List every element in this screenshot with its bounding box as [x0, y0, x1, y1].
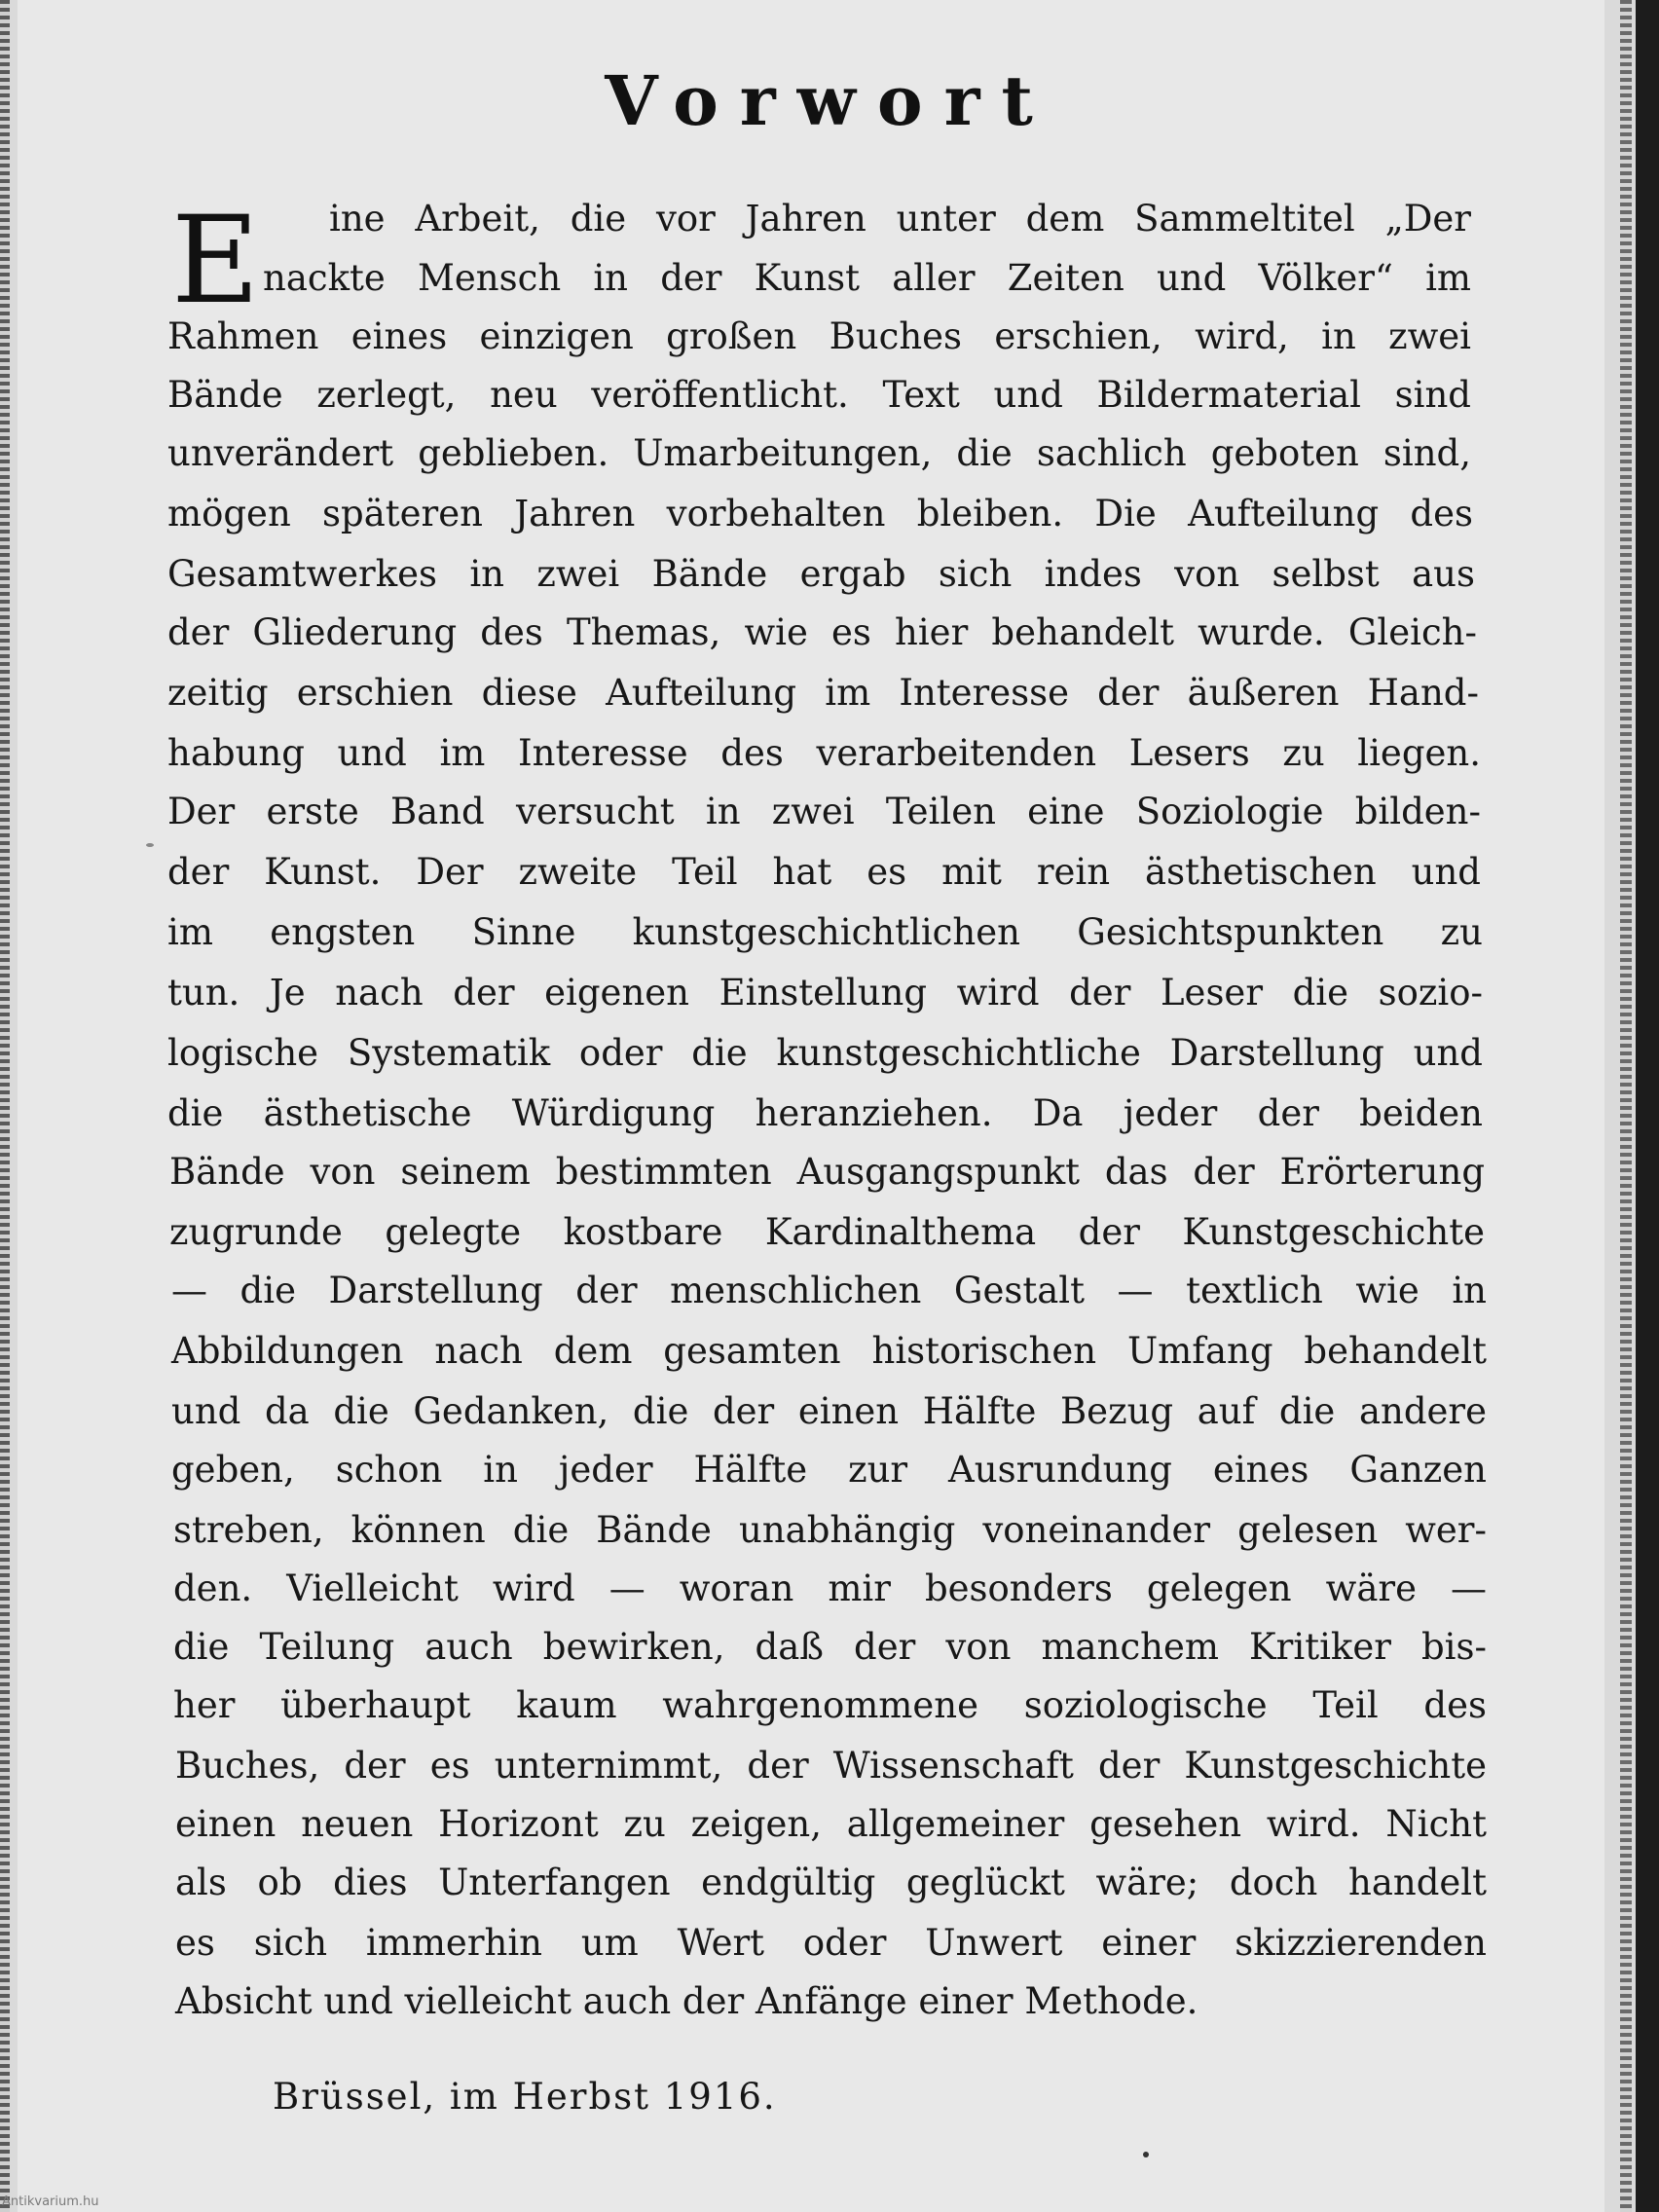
text-line: Bände zerlegt, neu veröffentlicht. Text und Bildermaterial sind — [167, 374, 1471, 416]
text-line: den. Vielleicht wird — woran mir besonders gelegen wäre — — [173, 1567, 1487, 1609]
page-shadow-right — [1636, 0, 1659, 2212]
text-line: die ästhetische Würdigung heranziehen. Da jeder der beiden — [167, 1092, 1483, 1134]
text-line: Gesamtwerkes in zwei Bände ergab sich indes von selbst aus — [167, 553, 1475, 595]
text-line: Der erste Band versucht in zwei Teilen eine Soziologie bilden- — [167, 791, 1481, 832]
text-line: mögen späteren Jahren vorbehalten bleiben. Die Aufteilung des — [167, 493, 1473, 535]
watermark: Antikvarium.hu — [2, 2194, 99, 2209]
text-line: die Teilung auch bewirken, daß der von manchem Kritiker bis- — [173, 1626, 1487, 1668]
page-stack-edge-left — [0, 0, 10, 2212]
place-date: Brüssel, im Herbst 1916. — [273, 2076, 777, 2118]
text-line: der Kunst. Der zweite Teil hat es mit rein ästhetischen und — [167, 851, 1481, 893]
text-line: im engsten Sinne kunstgeschichtlichen Gesichtspunkten zu — [167, 911, 1483, 953]
text-line: habung und im Interesse des verarbeitenden Lesers zu liegen. — [167, 732, 1481, 774]
text-line: Abbildungen nach dem gesamten historischen Umfang behandelt — [171, 1330, 1487, 1372]
text-line: Bände von seinem bestimmten Ausgangspunkt das der Erörterung — [169, 1151, 1485, 1193]
text-line: streben, können die Bände unabhängig voneinander gelesen wer- — [173, 1509, 1487, 1551]
text-line: und da die Gedanken, die der einen Hälfte Bezug auf die andere — [171, 1390, 1487, 1432]
text-line: Absicht und vielleicht auch der Anfänge einer Methode. — [175, 1980, 1198, 2022]
text-line: tun. Je nach der eigenen Einstellung wird der Leser die sozio- — [167, 972, 1483, 1014]
text-line: zeitig erschien diese Aufteilung im Interesse der äußeren Hand- — [167, 672, 1479, 714]
text-line: einen neuen Horizont zu zeigen, allgemeiner gesehen wird. Nicht — [175, 1803, 1487, 1845]
drop-cap: E — [171, 191, 260, 331]
text-line: es sich immerhin um Wert oder Unwert einer skizzierenden — [175, 1922, 1487, 1964]
paper-speck — [146, 843, 154, 847]
text-line: zugrunde gelegte kostbare Kardinalthema der Kunstgeschichte — [169, 1211, 1485, 1253]
text-line: Rahmen eines einzigen großen Buches erschien, wird, in zwei — [167, 315, 1471, 357]
text-line: der Gliederung des Themas, wie es hier behandelt wurde. Gleich- — [167, 611, 1477, 653]
text-line: ine Arbeit, die vor Jahren unter dem Sammeltitel „Der — [329, 198, 1471, 240]
text-line: unverändert geblieben. Umarbeitungen, die sachlich geboten sind, — [167, 432, 1471, 474]
text-line: als ob dies Unterfangen endgültig geglückt wäre; doch handelt — [175, 1862, 1487, 1903]
paper-speck — [1143, 2152, 1149, 2157]
text-line: — die Darstellung der menschlichen Gestalt — textlich wie in — [171, 1270, 1487, 1311]
text-line: Buches, der es unternimmt, der Wissenschaft der Kunstgeschichte — [175, 1745, 1487, 1787]
text-line: geben, schon in jeder Hälfte zur Ausrundung eines Ganzen — [171, 1449, 1487, 1491]
text-line: nackte Mensch in der Kunst aller Zeiten und Völker“ im — [263, 257, 1471, 299]
page-title: Vorwort — [605, 60, 1054, 141]
text-line: logische Systematik oder die kunstgeschichtliche Darstellung und — [167, 1032, 1483, 1074]
page-stack-edge-right — [1620, 0, 1632, 2212]
text-line: her überhaupt kaum wahrgenommene soziologische Teil des — [173, 1684, 1487, 1726]
